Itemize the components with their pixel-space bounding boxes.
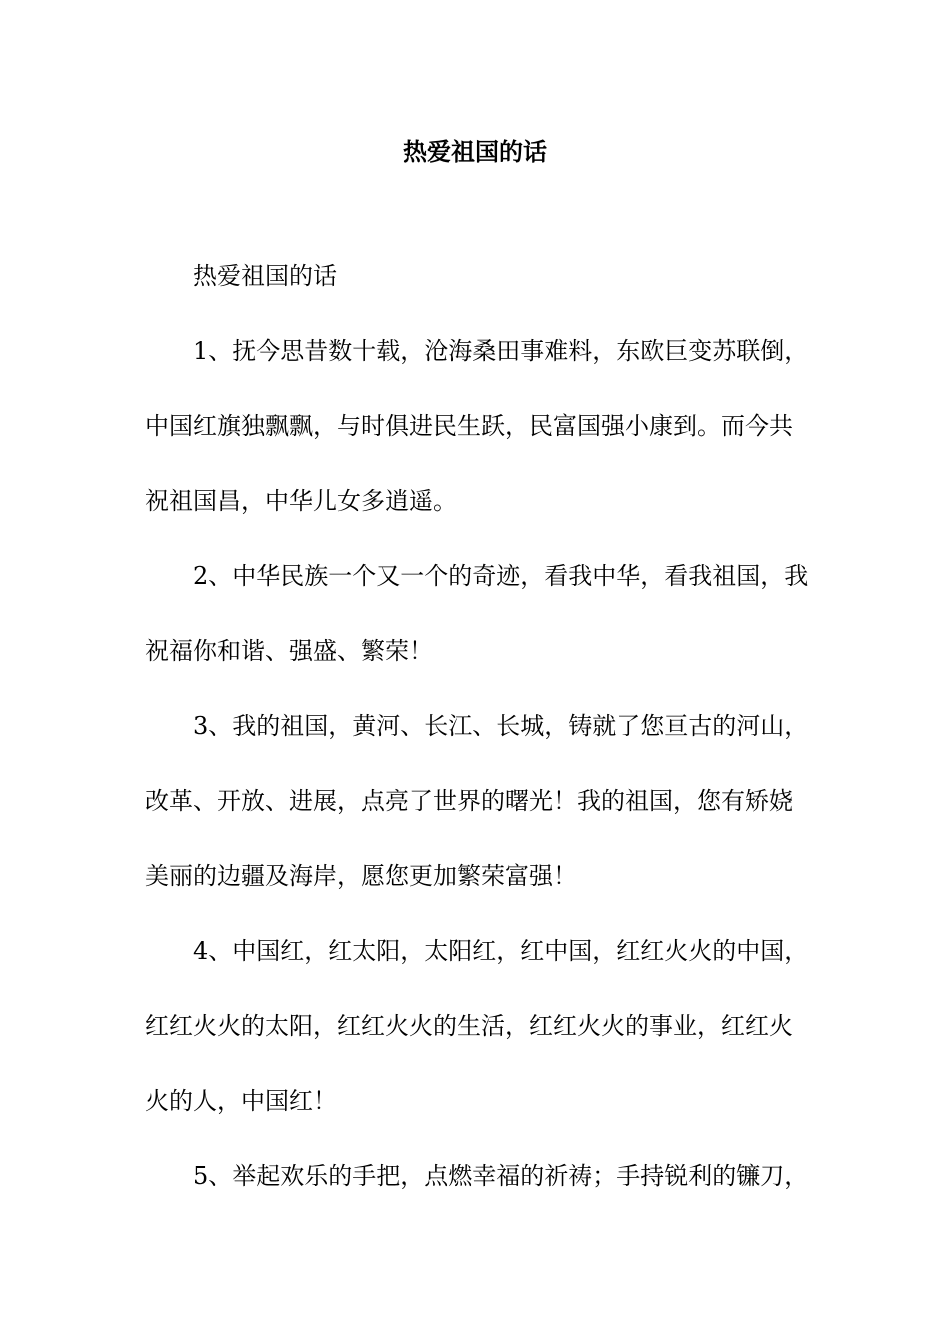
document-title: 热爱祖国的话 bbox=[403, 137, 547, 166]
paragraph-3-line-2: 改革、开放、进展，点亮了世界的曙光！我的祖国，您有矫娆 bbox=[145, 787, 793, 815]
paragraph-4-line-1: 4、中国红，红太阳，太阳红，红中国，红红火火的中国， bbox=[193, 937, 809, 965]
paragraph-1-line-3: 祝祖国昌，中华儿女多逍遥。 bbox=[145, 487, 457, 515]
paragraph-1-line-2: 中国红旗独飘飘，与时俱进民生跃，民富国强小康到。而今共 bbox=[145, 412, 793, 440]
paragraph-1-line-1: 1、抚今思昔数十载，沧海桑田事难料，东欧巨变苏联倒， bbox=[193, 337, 809, 365]
paragraph-4-line-2: 红红火火的太阳，红红火火的生活，红红火火的事业，红红火 bbox=[145, 1012, 793, 1040]
paragraph-2-line-1: 2、中华民族一个又一个的奇迹，看我中华，看我祖国，我 bbox=[193, 562, 809, 590]
paragraph-2-line-2: 祝福你和谐、强盛、繁荣！ bbox=[145, 637, 433, 665]
paragraph-3-line-3: 美丽的边疆及海岸，愿您更加繁荣富强！ bbox=[145, 862, 577, 890]
paragraph-3-line-1: 3、我的祖国，黄河、长江、长城，铸就了您亘古的河山， bbox=[193, 712, 809, 740]
paragraph-4-line-3: 火的人，中国红！ bbox=[145, 1087, 337, 1115]
paragraph-5-line-1: 5、举起欢乐的手把，点燃幸福的祈祷；手持锐利的镰刀， bbox=[193, 1162, 809, 1190]
subtitle-line: 热爱祖国的话 bbox=[193, 262, 337, 290]
